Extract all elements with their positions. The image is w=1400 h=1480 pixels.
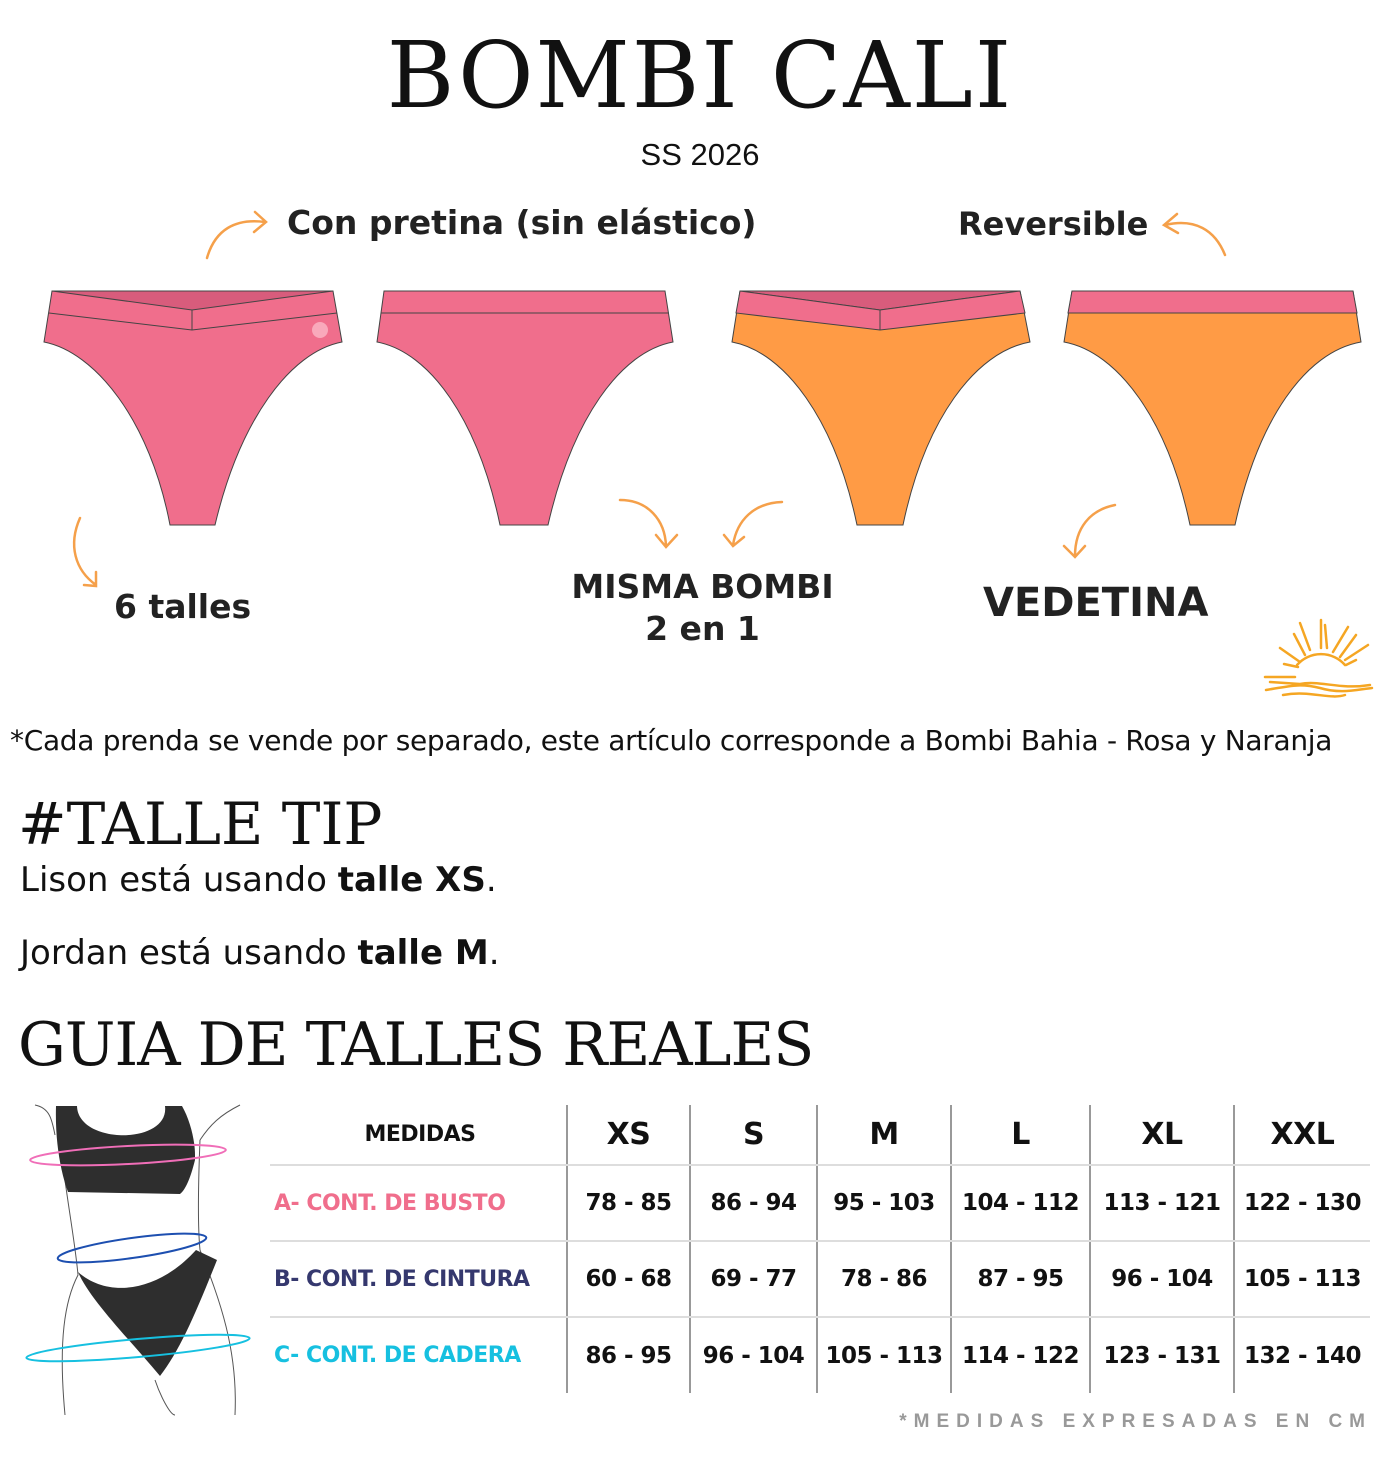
callout-same-line2: 2 en 1 — [645, 609, 760, 648]
header-xl: XL — [1090, 1105, 1234, 1165]
header-l: L — [951, 1105, 1090, 1165]
cell: 123 - 131 — [1090, 1317, 1234, 1393]
garment-illustrations — [0, 0, 1400, 700]
tip-text: Lison está usando — [20, 860, 338, 900]
tip-title: #TALLE TIP — [18, 790, 383, 858]
units-footnote: *MEDIDAS EXPRESADAS EN CM — [899, 1411, 1372, 1432]
table-row-bust — [270, 1165, 1370, 1241]
garment-front-pink — [44, 291, 342, 525]
callout-sizes: 6 talles — [114, 587, 252, 626]
tip-size: talle M — [357, 933, 489, 973]
cell: 113 - 121 — [1090, 1165, 1234, 1241]
arrow-icon — [1064, 505, 1115, 557]
cell: 86 - 94 — [690, 1165, 817, 1241]
cell: 69 - 77 — [690, 1241, 817, 1317]
table-row-hip — [270, 1317, 1370, 1393]
row-label: B- CONT. DE CINTURA — [270, 1241, 567, 1317]
row-label: C- CONT. DE CADERA — [274, 1343, 521, 1368]
sun-icon — [1265, 620, 1372, 696]
season-label: SS 2026 — [640, 137, 760, 172]
arrow-icon — [74, 518, 96, 586]
callout-style: VEDETINA — [983, 580, 1209, 626]
cell: 96 - 104 — [690, 1317, 817, 1393]
tip-line-1 — [20, 860, 497, 900]
cell: 95 - 103 — [817, 1165, 951, 1241]
cell: 104 - 112 — [951, 1165, 1090, 1241]
sold-separately-note: *Cada prenda se vende por separado, este artículo corresponde a Bombi Bahia - Rosa y Naranja — [10, 724, 1333, 757]
cell: 87 - 95 — [951, 1241, 1090, 1317]
header-m: M — [817, 1105, 951, 1165]
cell: 60 - 68 — [567, 1241, 690, 1317]
arrow-icon — [724, 502, 782, 546]
cell: 78 - 86 — [817, 1241, 951, 1317]
cell: 86 - 95 — [567, 1317, 690, 1393]
size-table-header — [270, 1105, 1370, 1165]
arrow-icon — [1164, 214, 1225, 255]
tip-period: . — [485, 860, 497, 900]
callout-waistband: Con pretina (sin elástico) — [287, 203, 757, 242]
header-measures: MEDIDAS — [270, 1105, 567, 1165]
cell: 96 - 104 — [1090, 1241, 1234, 1317]
size-table — [270, 1105, 1370, 1393]
arrow-icon — [620, 500, 677, 547]
cell: 132 - 140 — [1234, 1317, 1370, 1393]
guide-title: GUIA DE TALLES REALES — [18, 1010, 814, 1080]
brand-title: BOMBI CALI — [386, 22, 1014, 129]
callout-same-line1: MISMA BOMBI — [571, 567, 834, 606]
cell: 105 - 113 — [817, 1317, 951, 1393]
tip-period: . — [488, 933, 500, 973]
body-measurement-illustration — [20, 1100, 270, 1420]
cell: 122 - 130 — [1234, 1165, 1370, 1241]
cell: 78 - 85 — [567, 1165, 690, 1241]
arrow-icon — [207, 212, 266, 258]
header-s: S — [690, 1105, 817, 1165]
tip-text: Jordan está usando — [20, 933, 358, 973]
header-xs: XS — [567, 1105, 690, 1165]
cell: 114 - 122 — [951, 1317, 1090, 1393]
header-xxl: XXL — [1234, 1105, 1370, 1165]
row-label: A- CONT. DE BUSTO — [270, 1165, 567, 1241]
cell: 105 - 113 — [1234, 1241, 1370, 1317]
callout-reversible: Reversible — [958, 205, 1149, 243]
garment-front-orange — [732, 291, 1030, 525]
garment-back-orange — [1064, 291, 1361, 525]
table-row-waist — [270, 1241, 1370, 1317]
garment-back-pink — [377, 291, 673, 525]
tip-size: talle XS — [337, 860, 486, 900]
tip-line-2 — [20, 933, 500, 973]
